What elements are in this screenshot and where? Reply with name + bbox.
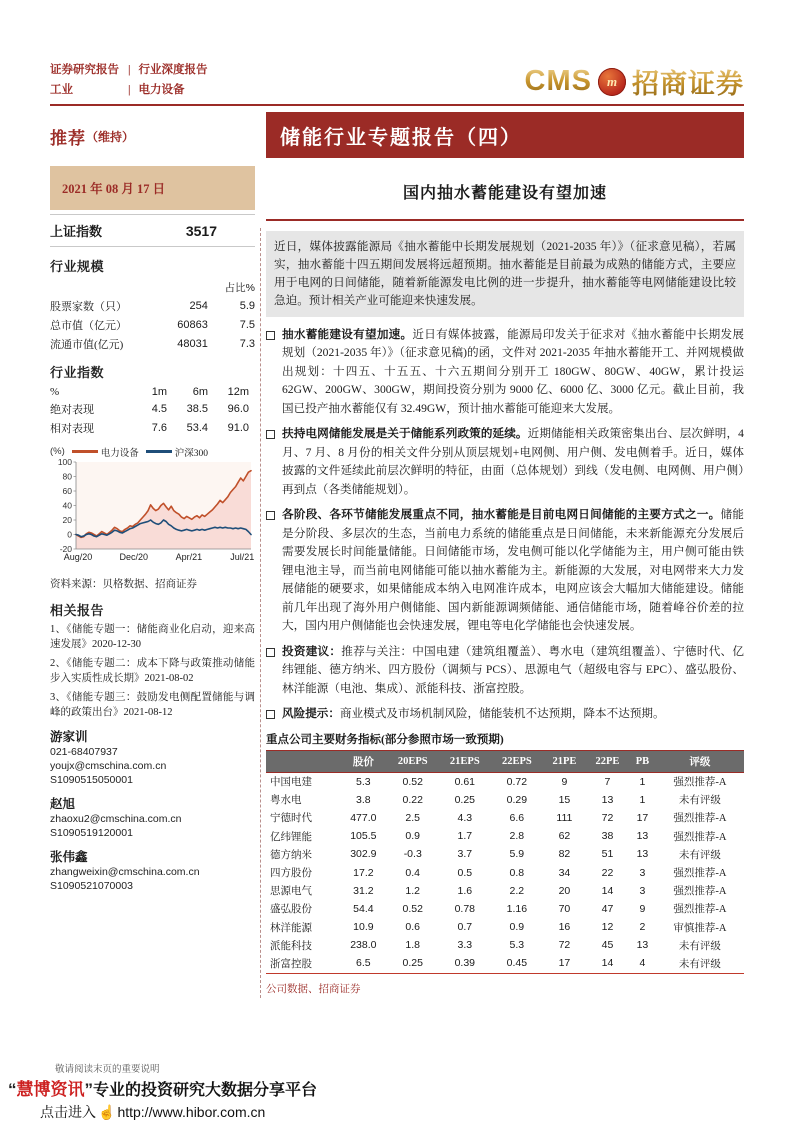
cell-pe22: 47	[601, 902, 614, 915]
cell-name: 思源电气	[270, 886, 312, 898]
cell-name: 盛弘股份	[270, 904, 312, 916]
pointing-hand-icon: ☝	[98, 1103, 116, 1120]
header-separator-1: |	[128, 64, 131, 76]
cell-pe21: 62	[558, 830, 571, 843]
cell-eps22: 0.9	[509, 921, 525, 934]
cell-price: 31.2	[353, 884, 374, 897]
bullet-text	[282, 425, 744, 499]
report-date-box	[50, 166, 255, 210]
analyst-email[interactable]: youjx@cmschina.com.cn	[50, 760, 167, 772]
cell-eps21: 0.39	[454, 957, 476, 970]
table-row-header	[266, 750, 744, 772]
cell-pe21: 15	[558, 793, 571, 806]
cell-eps22: 0.45	[506, 957, 528, 970]
market-index-label: 上证指数	[50, 224, 103, 239]
perf-header-1m: 1m	[151, 385, 167, 398]
bullet-body: 近日有媒体披露，能源局印发关于征求对《抽水蓄能中长期发展规划（2021-2035 年）》（征求意见稿)的函，文件对 2021-2035 年抽水蓄能开工、并网规模做出规划：十四五、十五五、十六五期间分别开工 180GW、80GW、40GW，累计投运 62GW、200GW、300GW，期间投资分别为 9000 亿、6000 亿、3000 亿元。截止目前，我国已投产抽水蓄能仅有 32.49GW，预计抽水蓄能可能迎来大发展。	[282, 327, 744, 415]
market-index-row	[50, 217, 255, 242]
col-header-21pe: 21PE	[543, 750, 586, 772]
cell-pb: 13	[636, 939, 649, 952]
cell-name: 宁德时代	[270, 813, 312, 825]
bullet-lead: 各阶段、各环节储能发展重点不同，抽水蓄能是目前电网日间储能的主要方式之一。	[282, 508, 721, 521]
logo-emblem-icon: m	[598, 68, 626, 96]
analyst-email[interactable]: zhangweixin@cmschina.com.cn	[50, 866, 200, 878]
footer-link-prefix: 点击进入	[40, 1104, 96, 1120]
table-row	[266, 918, 744, 936]
page-title: 储能行业专题报告（四）	[280, 126, 522, 149]
related-reports-list	[50, 622, 255, 720]
related-reports-title: 相关报告	[50, 603, 105, 618]
cell-pe22: 72	[601, 811, 614, 824]
cell-name: 德方纳米	[270, 849, 312, 861]
col-header-20eps: 20EPS	[387, 750, 439, 772]
scale-label-1: 总市值（亿元）	[50, 319, 127, 332]
list-item	[266, 506, 744, 636]
report-date: 2021 年 08 月 17 日	[62, 182, 166, 196]
cell-eps20: 0.25	[402, 957, 423, 970]
cell-eps21: 1.7	[457, 830, 473, 843]
sidebar	[50, 112, 255, 893]
table-row	[266, 882, 744, 900]
cell-eps21: 0.25	[454, 793, 476, 806]
cell-eps21: 0.78	[454, 902, 476, 915]
cell-rating: 未有评级	[678, 940, 721, 952]
cell-pe22: 45	[601, 939, 614, 952]
cell-eps20: 0.52	[402, 902, 423, 915]
cell-pb: 3	[639, 866, 646, 879]
rating-block	[50, 112, 255, 160]
cell-pb: 1	[639, 775, 646, 788]
cell-name: 粤水电	[270, 795, 302, 807]
cell-rating: 强烈推荐-A	[673, 904, 727, 916]
header-divider	[50, 104, 744, 106]
cell-name: 中国电建	[270, 777, 312, 789]
market-index-value: 3517	[185, 223, 217, 239]
cell-price: 238.0	[350, 939, 377, 952]
header-sector: 工业	[50, 84, 73, 96]
scale-pct-0: 5.9	[239, 299, 255, 312]
cell-eps20: -0.3	[403, 848, 422, 861]
table-row	[266, 827, 744, 845]
cell-eps21: 3.7	[457, 848, 473, 861]
table-row-header	[50, 384, 255, 399]
table-row	[266, 863, 744, 881]
industry-scale-table	[50, 278, 255, 353]
bullet-square-icon	[266, 710, 275, 719]
cell-eps22: 0.29	[506, 793, 528, 806]
svg-text:Dec/20: Dec/20	[119, 552, 149, 562]
cms-logo	[525, 62, 744, 101]
header-separator-2: |	[128, 84, 131, 96]
cell-pe22: 13	[601, 793, 614, 806]
scale-label-2: 流通市值(亿元)	[50, 338, 124, 351]
cell-price: 3.8	[356, 793, 371, 806]
list-item[interactable]: 2、《储能专题二：成本下降与政策推动储能步入实质性成长期》2021-08-02	[50, 658, 255, 684]
cell-eps21: 0.7	[457, 921, 473, 934]
perf-abs-6m: 38.5	[186, 402, 208, 415]
cell-rating: 强烈推荐-A	[673, 886, 727, 898]
legend-label-0: 电力设备	[100, 448, 139, 459]
industry-performance-table	[50, 384, 255, 437]
banner-open-quote: “	[8, 1080, 17, 1099]
analyst-name: 张伟鑫	[50, 850, 88, 864]
cell-pe21: 16	[558, 921, 571, 934]
header-report-depth: 行业深度报告	[138, 64, 208, 76]
footer-note: 敬请阅读末页的重要说明	[55, 1065, 160, 1075]
cell-eps20: 1.8	[405, 939, 421, 952]
industry-scale-title: 行业规模	[50, 259, 105, 274]
col-header-22eps: 22EPS	[491, 750, 543, 772]
cell-eps22: 0.8	[509, 866, 525, 879]
cell-rating: 未有评级	[678, 958, 721, 970]
cell-eps20: 2.5	[405, 811, 421, 824]
cell-eps20: 1.2	[405, 884, 421, 897]
perf-rel-12m: 91.0	[227, 421, 249, 434]
list-item	[266, 643, 744, 699]
sidebar-divider-2	[50, 246, 255, 247]
cell-rating: 强烈推荐-A	[673, 831, 727, 843]
cell-price: 6.5	[356, 957, 371, 970]
industry-index-title: 行业指数	[50, 365, 105, 380]
analyst-license: S1090521070003	[50, 880, 133, 892]
cell-eps22: 2.2	[509, 884, 525, 897]
bullet-body: 推荐与关注：中国电建（建筑组覆盖）、粤水电（建筑组覆盖）、宁德时代、亿纬锂能、德方纳米、四方股份（调频与 PCS）、思源电气（超级电容与 EPC）、盛弘股份、林洋能源（电池、集成）、派能科技、浙富控股。	[282, 644, 744, 695]
cell-eps22: 2.8	[509, 830, 525, 843]
financial-table-source: 公司数据、招商证券	[266, 983, 361, 995]
table-row	[50, 296, 255, 315]
legend-item-0	[72, 445, 139, 459]
cell-price: 105.5	[350, 830, 377, 843]
cell-eps22: 0.72	[506, 775, 528, 788]
cell-pb: 17	[636, 811, 649, 824]
logo-text-chinese: 招商证券	[632, 62, 744, 101]
bullet-body: 储能是分阶段、多层次的生态，当前电力系统的储能重点是日间储能，未来新能源充分发展后需要发展长时间能量储能。日间储能市场，发电侧可能以化学储能为主，用户侧可能由铁锂电池主导，而当前电网储能可能以抽水蓄能为主。新能源的大发展，对电网带来大力发展储能的硬要求，如果储能成本纳入电网准许成本，电网应该会大幅加大储能建设。储能前几年出现了海外用户侧储能、国内新能源调频储能、通信储能市场，随着峰谷价差的拉大，国内用户侧储能也会快速发展，锂电等电化学储能也会快速发展。	[282, 508, 744, 632]
sidebar-divider-1	[50, 214, 255, 215]
banner-tagline: 专业的投资研究大数据分享平台	[93, 1082, 318, 1099]
svg-text:20: 20	[62, 515, 72, 526]
cell-rating: 审慎推荐-A	[673, 922, 727, 934]
cell-pe21: 72	[558, 939, 571, 952]
cell-eps22: 5.9	[509, 848, 525, 861]
col-header-22pe: 22PE	[586, 750, 629, 772]
svg-text:100: 100	[57, 458, 72, 468]
cell-rating: 未有评级	[678, 849, 721, 861]
table-row	[266, 772, 744, 791]
rating-value: 推荐	[50, 128, 86, 148]
cell-pe21: 34	[558, 866, 571, 879]
cell-eps20: 0.4	[405, 866, 421, 879]
table-row	[266, 900, 744, 918]
cell-pe22: 14	[601, 957, 614, 970]
bullet-body: 近期储能相关政策密集出台、层次鲜明，4 月、7 月、8 月份的相关文件分别从顶层规划+电网侧、用户侧、发电侧着手。近日，媒体披露的文件延续此前层次鲜明的特征，由面（总体规划）到线（发电侧、电网侧、用户侧）再到点（各类储能规划）。	[282, 427, 744, 496]
cell-eps21: 3.3	[457, 939, 473, 952]
financial-table	[266, 750, 744, 974]
analyst-name: 游家训	[50, 730, 88, 744]
table-row	[266, 845, 744, 863]
bullet-text	[282, 506, 744, 636]
analyst-email[interactable]: zhaoxu2@cmschina.com.cn	[50, 813, 182, 825]
table-head	[266, 750, 744, 772]
bullet-text	[282, 705, 665, 724]
cell-pe22: 12	[601, 921, 614, 934]
svg-text:Jul/21: Jul/21	[230, 552, 255, 562]
cell-price: 302.9	[350, 848, 377, 861]
svg-text:-20: -20	[59, 544, 72, 555]
cell-pb: 2	[639, 921, 646, 934]
footer-banner	[8, 1075, 317, 1100]
list-item	[266, 705, 744, 724]
header-report-type: 证券研究报告	[50, 64, 119, 76]
cell-pb: 1	[639, 793, 646, 806]
list-item	[266, 326, 744, 419]
perf-label-absolute: 绝对表现	[50, 403, 94, 416]
analyst-list	[50, 727, 255, 893]
list-item[interactable]: 1、《储能专题一：储能商业化启动，迎来高速发展》2020-12-30	[50, 624, 255, 650]
cell-name: 亿纬锂能	[270, 831, 312, 843]
cell-pe22: 7	[604, 775, 611, 788]
cell-pe21: 70	[558, 902, 571, 915]
cell-pe21: 17	[558, 957, 571, 970]
legend-item-1	[146, 445, 208, 459]
scale-pct-1: 7.5	[239, 318, 255, 331]
bullet-square-icon	[266, 511, 275, 520]
analyst-license: S1090519120001	[50, 827, 133, 839]
analyst-license: S1090515050001	[50, 774, 133, 786]
svg-text:Aug/20: Aug/20	[63, 552, 93, 562]
bullet-text	[282, 326, 744, 419]
svg-text:40: 40	[62, 500, 72, 511]
table-row	[50, 315, 255, 334]
cell-eps20: 0.52	[402, 775, 423, 788]
cell-pe22: 14	[601, 884, 614, 897]
main-content	[266, 112, 744, 996]
cell-rating: 强烈推荐-A	[673, 868, 727, 880]
analyst-phone: 021-68407937	[50, 746, 118, 758]
bullet-lead: 扶持电网储能发展是关于储能系列政策的延续。	[282, 427, 528, 440]
cell-price: 17.2	[353, 866, 374, 879]
table-row	[50, 418, 255, 437]
cell-price: 54.4	[353, 902, 374, 915]
perf-header-6m: 6m	[192, 385, 208, 398]
cell-eps21: 0.61	[454, 775, 476, 788]
legend-label-1: 沪深300	[174, 448, 209, 459]
subtitle-divider	[266, 219, 744, 221]
cell-name: 派能科技	[270, 940, 312, 952]
financial-table-caption: 重点公司主要财务指标(部分参照市场一致预期)	[266, 733, 504, 746]
analyst-name: 赵旭	[50, 797, 76, 811]
col-header-company	[266, 750, 340, 772]
perf-label-relative: 相对表现	[50, 422, 94, 435]
table-row	[266, 936, 744, 954]
bullet-square-icon	[266, 430, 275, 439]
table-row-header	[50, 278, 255, 296]
logo-text-cms: CMS	[524, 65, 592, 97]
table-row	[50, 399, 255, 418]
banner-brand: 慧博资讯	[16, 1080, 85, 1099]
bullet-square-icon	[266, 648, 275, 657]
cell-price: 477.0	[350, 811, 377, 824]
scale-value-1: 60863	[177, 318, 208, 331]
cell-pb: 9	[639, 902, 646, 915]
col-header-股价: 股价	[340, 750, 387, 772]
bullet-list	[266, 326, 744, 724]
legend-swatch-0	[72, 450, 98, 453]
cell-eps22: 5.3	[509, 939, 525, 952]
report-subtitle: 国内抽水蓄能建设有望加速	[402, 185, 607, 202]
cell-eps21: 1.6	[457, 884, 473, 897]
table-row	[266, 791, 744, 809]
rating-status: （维持）	[86, 129, 135, 144]
perf-abs-1m: 4.5	[151, 402, 167, 415]
cell-rating: 强烈推荐-A	[673, 813, 727, 825]
scale-label-0: 股票家数（只）	[50, 300, 127, 313]
cell-eps20: 0.6	[405, 921, 421, 934]
cell-pb: 13	[636, 830, 649, 843]
svg-text:60: 60	[62, 486, 72, 497]
table-row	[50, 334, 255, 353]
scale-pct-header: 占比%	[224, 281, 255, 294]
cell-pe22: 22	[601, 866, 614, 879]
chart-legend	[50, 445, 255, 458]
col-header-评级: 评级	[656, 750, 744, 772]
svg-text:80: 80	[62, 471, 72, 482]
table-row	[266, 809, 744, 827]
svg-text:0: 0	[67, 529, 72, 540]
cell-pb: 13	[636, 848, 649, 861]
cell-name: 四方股份	[270, 868, 312, 880]
perf-abs-12m: 96.0	[227, 402, 249, 415]
cell-name: 浙富控股	[270, 958, 312, 970]
table-row	[266, 954, 744, 973]
col-header-pb: PB	[629, 750, 656, 772]
header-subsector: 电力设备	[138, 84, 185, 96]
report-title-bar	[266, 112, 744, 158]
bullet-text	[282, 643, 744, 699]
svg-text:Apr/21: Apr/21	[175, 552, 203, 562]
cell-price: 5.3	[356, 775, 371, 788]
cell-rating: 强烈推荐-A	[673, 777, 727, 789]
col-header-21eps: 21EPS	[439, 750, 491, 772]
bullet-lead: 投资建议：	[282, 644, 342, 658]
cell-name: 林洋能源	[270, 922, 312, 934]
chart-ylabel: (%)	[50, 446, 65, 457]
cell-pb: 4	[639, 957, 646, 970]
abstract-box: 近日，媒体披露能源局《抽水蓄能中长期发展规划（2021-2035 年）》（征求意见稿），若属实，抽水蓄能十四五期间发展将远超预期。抽水蓄能是目前最为成熟的储能方式，主要应用于电网的日间储能，随着新能源发电比例的进一步提升，抽水蓄能等电网储能建设比较急迫。预计相关产业可能迎来快速发展。	[266, 231, 744, 317]
chart-source: 资料来源：贝格数据、招商证券	[50, 579, 197, 590]
performance-chart	[50, 445, 255, 573]
legend-swatch-1	[146, 450, 172, 453]
bullet-body: 商业模式及市场机制风险，储能装机不达预期，降本不达预期。	[339, 707, 665, 720]
banner-close-quote: ”	[84, 1080, 93, 1099]
header-breadcrumb	[50, 60, 208, 100]
bullet-lead: 抽水蓄能建设有望加速。	[282, 327, 413, 341]
chart-canvas	[50, 458, 255, 571]
footer-link-url[interactable]: http://www.hibor.com.cn	[117, 1104, 266, 1120]
perf-rel-6m: 53.4	[186, 421, 208, 434]
cell-eps20: 0.22	[402, 793, 423, 806]
scale-value-0: 254	[189, 299, 208, 312]
perf-header-12m: 12m	[227, 385, 249, 398]
list-item	[266, 425, 744, 499]
cell-pe21: 111	[556, 811, 573, 824]
perf-header-0: %	[50, 385, 60, 398]
footer-link[interactable]	[40, 1102, 265, 1122]
cell-pe22: 38	[601, 830, 614, 843]
cell-pe21: 82	[558, 848, 571, 861]
bullet-square-icon	[266, 331, 275, 340]
scale-value-2: 48031	[177, 337, 208, 350]
cell-eps21: 4.3	[457, 811, 473, 824]
table-body	[266, 772, 744, 973]
column-divider	[260, 228, 261, 998]
cell-rating: 未有评级	[678, 795, 721, 807]
cell-eps21: 0.5	[457, 866, 473, 879]
perf-rel-1m: 7.6	[151, 421, 167, 434]
cell-price: 10.9	[353, 921, 374, 934]
list-item[interactable]: 3、《储能专题三：鼓励发电侧配置储能与调峰的政策出台》2021-08-12	[50, 692, 255, 718]
cell-pb: 3	[639, 884, 646, 897]
cell-pe21: 9	[561, 775, 568, 788]
bullet-lead: 风险提示：	[282, 707, 340, 720]
scale-pct-2: 7.3	[239, 337, 255, 350]
cell-pe22: 51	[601, 848, 614, 861]
cell-eps22: 1.16	[506, 902, 528, 915]
cell-eps20: 0.9	[405, 830, 421, 843]
cell-eps22: 6.6	[509, 811, 525, 824]
cell-pe21: 20	[558, 884, 571, 897]
